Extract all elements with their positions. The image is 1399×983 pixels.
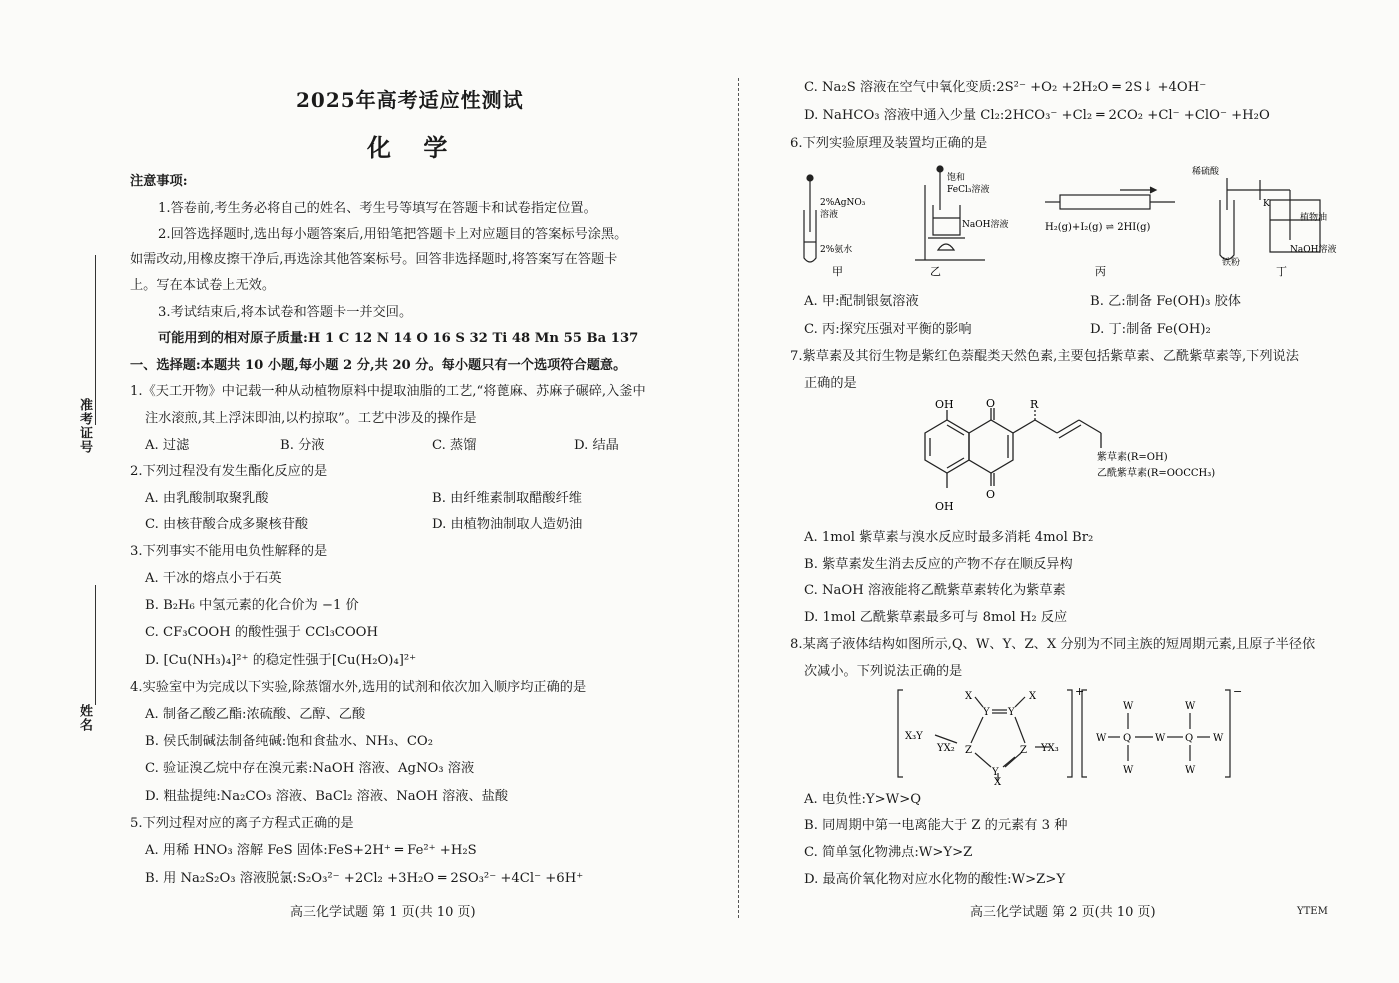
page2-footer: 高三化学试题 第 2 页(共 10 页) — [970, 905, 1156, 920]
q6-option-b: B. 乙:制备 Fe(OH)₃ 胶体 — [1090, 294, 1241, 309]
q3-option-a: A. 干冰的熔点小于石英 — [145, 571, 282, 586]
q1-option-d: D. 结晶 — [574, 438, 619, 453]
bing-syringe — [1060, 195, 1150, 209]
q8-yx2: YX₂ — [937, 743, 955, 754]
q2-option-b: B. 由纤维素制取醋酸纤维 — [432, 491, 582, 506]
q4-option-d: D. 粗盐提纯:Na₂CO₃ 溶液、BaCl₂ 溶液、NaOH 溶液、盐酸 — [145, 789, 509, 804]
q7-option-a: A. 1mol 紫草素与溴水反应时最多消耗 4mol Br₂ — [804, 530, 1094, 545]
q6-apparatus-figure — [790, 160, 1350, 285]
q8-stem-a: 8.某离子液体结构如图所示,Q、W、Y、Z、X 分别为不同主族的短周期元素,且原子半径依 — [790, 637, 1316, 652]
atomic-mass: 可能用到的相对原子质量:H 1 C 12 N 14 O 16 S 32 Ti 48 Mn 55 Ba 137 — [158, 331, 639, 346]
q5-option-c: C. Na₂S 溶液在空气中氧化变质:2S²⁻ +O₂ +2H₂O ═ 2S↓ +4OH⁻ — [804, 80, 1207, 95]
q8-q2: Q — [1185, 733, 1194, 744]
exam-number-line — [95, 255, 96, 425]
yi-beaker — [933, 205, 960, 235]
bing-equation: H₂(g)+I₂(g) ⇌ 2HI(g) — [1045, 222, 1151, 233]
q3-stem: 3.下列事实不能用电负性解释的是 — [130, 544, 328, 559]
q1-option-a: A. 过滤 — [145, 438, 190, 453]
q7-oh-top: OH — [935, 398, 954, 411]
q7-o-bottom: O — [986, 488, 996, 501]
q8-x1: X — [965, 691, 973, 702]
q8-cation-bracket-left — [898, 690, 903, 777]
name-label: 姓名 — [77, 704, 92, 732]
q8-w-left: W — [1096, 733, 1107, 744]
q8-q1: Q — [1123, 733, 1132, 744]
q8-minus: − — [1233, 685, 1243, 698]
q4-option-a: A. 制备乙酸乙酯:浓硫酸、乙醇、乙酸 — [145, 707, 366, 722]
notice-heading: 注意事项: — [130, 174, 188, 189]
exam-title: 2025年高考适应性测试 — [296, 88, 524, 112]
notice-1: 1.答卷前,考生务必将自己的姓名、考生号等填写在答题卡和试卷指定位置。 — [158, 201, 597, 216]
yi-burner — [938, 244, 954, 250]
q1-option-b: B. 分液 — [280, 438, 325, 453]
q8-z2: Z — [1020, 745, 1027, 756]
ding-label5: 铁粉 — [1222, 258, 1241, 268]
ding-label: 丁 — [1276, 265, 1287, 278]
q8-y1: Y — [983, 707, 990, 718]
q8-x3y: X₃Y — [905, 731, 923, 742]
notice-2b: 如需改动,用橡皮擦干净后,再选涂其他答案标号。回答非选择题时,将答案写在答题卡 — [130, 252, 618, 267]
name-line — [95, 585, 96, 705]
section-one-heading: 一、选择题:本题共 10 小题,每小题 2 分,共 20 分。每小题只有一个选项符合题意。 — [130, 358, 627, 373]
q8-structure-figure — [895, 685, 1245, 785]
q1-stem-b: 注水滚煎,其上浮沫即油,以杓掠取”。工艺中涉及的操作是 — [145, 411, 477, 426]
ding-label1: 稀硫酸 — [1192, 167, 1220, 177]
q8-anion-bracket-right — [1225, 690, 1230, 777]
q7-option-b: B. 紫草素发生消去反应的产物不存在顺反异构 — [804, 557, 1073, 572]
q7-aromatic-ring — [925, 420, 969, 473]
q5-option-a: A. 用稀 HNO₃ 溶解 FeS 固体:FeS+2H⁺ ═ Fe²⁺ +H₂S — [145, 843, 477, 858]
subject-title: 化 学 — [367, 133, 460, 162]
q8-option-d: D. 最高价氧化物对应水化物的酸性:W>Z>Y — [804, 872, 1066, 887]
q8-y2: Y — [1008, 707, 1015, 718]
q7-o-top: O — [986, 398, 996, 410]
q7-label-acetyl: 乙酰紫草素(R=OOCCH₃) — [1097, 468, 1216, 479]
q2-option-c: C. 由核苷酸合成多聚核苷酸 — [145, 517, 309, 532]
q7-label-shikonin: 紫草素(R=OH) — [1097, 452, 1168, 463]
q8-option-b: B. 同周期中第一电离能大于 Z 的元素有 3 种 — [804, 818, 1068, 833]
jia-reagent3: 2%氨水 — [820, 245, 853, 255]
ding-label2: K — [1263, 199, 1270, 209]
q8-yx3: YX₃ — [1041, 743, 1059, 754]
yi-label1: 饱和 — [947, 173, 966, 183]
notice-3: 3.考试结束后,将本试卷和答题卡一并交回。 — [158, 305, 413, 320]
q7-option-c: C. NaOH 溶液能将乙酰紫草素转化为紫草素 — [804, 583, 1066, 598]
q8-anion-bracket-left — [1082, 690, 1087, 777]
q8-option-c: C. 简单氢化物沸点:W>Y>Z — [804, 845, 973, 860]
q6-stem: 6.下列实验原理及装置均正确的是 — [790, 136, 988, 151]
q5-option-d: D. NaHCO₃ 溶液中通入少量 Cl₂:2HCO₃⁻ +Cl₂ ═ 2CO₂ +Cl⁻ +ClO⁻ +H₂O — [804, 108, 1270, 123]
q8-cation-bracket-right — [1067, 690, 1072, 777]
q6-option-a: A. 甲:配制银氨溶液 — [804, 294, 919, 309]
yi-label: 乙 — [930, 265, 941, 278]
yi-label2: FeCl₃溶液 — [947, 185, 990, 195]
q8-w-mid: W — [1155, 733, 1166, 744]
q3-option-d: D. [Cu(NH₃)₄]²⁺ 的稳定性强于[Cu(H₂O)₄]²⁺ — [145, 653, 417, 668]
q8-w-bot2: W — [1185, 765, 1196, 776]
page-code: YTEM — [1297, 906, 1328, 917]
ding-label4: NaOH溶液 — [1290, 245, 1337, 255]
q7-side-chain — [1013, 420, 1035, 433]
notice-2c: 上。写在本试卷上无效。 — [130, 278, 276, 293]
q7-stem-b: 正确的是 — [804, 376, 857, 391]
q7-stem-a: 7.紫草素及其衍生物是紫红色萘醌类天然色素,主要包括紫草素、乙酰紫草素等,下列说法 — [790, 349, 1299, 364]
q8-w-top2: W — [1185, 701, 1196, 712]
q7-quinone-ring — [969, 420, 1013, 473]
q7-r-label: R — [1030, 398, 1039, 411]
q1-option-c: C. 蒸馏 — [432, 438, 477, 453]
q3-option-b: B. B₂H₆ 中氢元素的化合价为 −1 价 — [145, 598, 359, 613]
q4-stem: 4.实验室中为完成以下实验,除蒸馏水外,选用的试剂和依次加入顺序均正确的是 — [130, 680, 587, 695]
ding-label3: 植物油 — [1300, 213, 1328, 223]
q8-stem-b: 次减小。下列说法正确的是 — [804, 664, 963, 679]
page1-footer: 高三化学试题 第 1 页(共 10 页) — [290, 905, 476, 920]
q2-option-d: D. 由植物油制取人造奶油 — [432, 517, 583, 532]
q8-w-top1: W — [1123, 701, 1134, 712]
q8-y3: Y — [992, 767, 999, 778]
q8-option-a: A. 电负性:Y>W>Q — [804, 792, 922, 807]
q8-w-bot1: W — [1123, 765, 1134, 776]
q4-option-c: C. 验证溴乙烷中存在溴元素:NaOH 溶液、AgNO₃ 溶液 — [145, 761, 475, 776]
q6-option-d: D. 丁:制备 Fe(OH)₂ — [1090, 322, 1211, 337]
q4-option-b: B. 侯氏制碱法制备纯碱:饱和食盐水、NH₃、CO₂ — [145, 734, 434, 749]
q8-plus: + — [1075, 685, 1085, 698]
q8-z1: Z — [965, 745, 972, 756]
page-divider — [738, 78, 739, 918]
q1-stem-a: 1.《天工开物》中记载一种从动植物原料中提取油脂的工艺,“将蓖麻、苏麻子碾碎,入釜中 — [130, 384, 646, 399]
q5-option-b: B. 用 Na₂S₂O₃ 溶液脱氯:S₂O₃²⁻ +2Cl₂ +3H₂O ═ 2SO₃²⁻ +4Cl⁻ +6H⁺ — [145, 871, 584, 886]
bing-label: 丙 — [1095, 265, 1106, 278]
q2-option-a: A. 由乳酸制取聚乳酸 — [145, 491, 269, 506]
q3-option-c: C. CF₃COOH 的酸性强于 CCl₃COOH — [145, 625, 378, 640]
q5-stem: 5.下列过程对应的离子方程式正确的是 — [130, 816, 354, 831]
q8-x2: X — [1029, 691, 1037, 702]
yi-label3: NaOH溶液 — [962, 220, 1009, 230]
q8-x4: X — [994, 777, 1002, 785]
exam-number-label: 准考证号 — [77, 398, 92, 454]
q7-option-d: D. 1mol 乙酰紫草素最多可与 8mol H₂ 反应 — [804, 610, 1068, 625]
q6-option-c: C. 丙:探究压强对平衡的影响 — [804, 322, 972, 337]
notice-2a: 2.回答选择题时,选出每小题答案后,用铅笔把答题卡上对应题目的答案标号涂黑。 — [158, 227, 628, 242]
jia-reagent1: 2%AgNO₃ — [820, 198, 866, 208]
jia-reagent2: 溶液 — [820, 210, 839, 220]
jia-label: 甲 — [832, 265, 843, 278]
q8-w-right: W — [1213, 733, 1224, 744]
q2-stem: 2.下列过程没有发生酯化反应的是 — [130, 464, 328, 479]
q7-oh-bottom: OH — [935, 500, 954, 513]
q7-structure-figure — [895, 398, 1245, 518]
